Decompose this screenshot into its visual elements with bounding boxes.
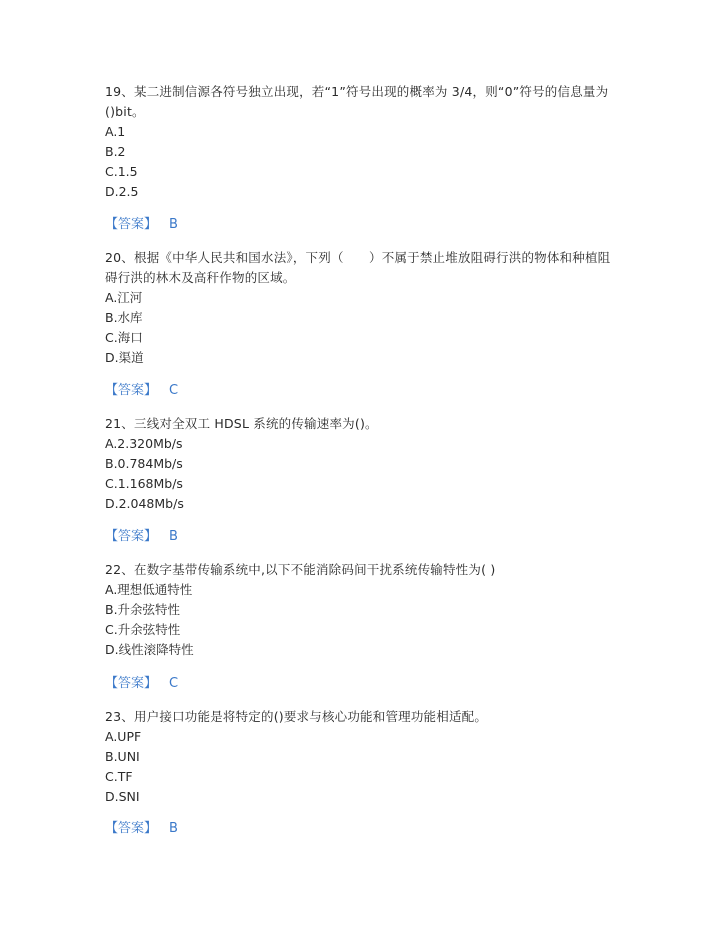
option-b: B.0.784Mb/s [105,456,183,471]
question-text: 20、根据《中华人民共和国水法》，下列（ ）不属于禁止堆放阻碍行洪的物体和种植阻碍行洪的林木及高秆作物的区域。 [105,250,611,285]
option-a: A.江河 [105,290,143,305]
option-b: B.UNI [105,749,140,764]
option-b: B.升余弦特性 [105,602,181,617]
answer-value: B [169,821,178,836]
question-text: 23、用户接口功能是将特定的()要求与核心功能和管理功能相适配。 [105,709,488,724]
answer-label: 【答案】 [105,676,158,691]
question-19 [105,82,620,202]
option-d: D.2.048Mb/s [105,496,184,511]
answer-23 [105,819,178,839]
option-c: C.TF [105,769,133,784]
option-c: C.升余弦特性 [105,622,181,637]
answer-label: 【答案】 [105,383,158,398]
option-c: C.1.5 [105,164,138,179]
option-b: B.水库 [105,310,143,325]
option-d: D.渠道 [105,350,144,365]
option-c: C.1.168Mb/s [105,476,183,491]
option-a: A.UPF [105,729,142,744]
option-d: D.线性滚降特性 [105,642,194,657]
answer-value: C [169,676,179,691]
option-c: C.海口 [105,330,143,345]
answer-value: B [169,217,178,232]
question-21 [105,414,620,514]
answer-22 [105,674,178,694]
question-23 [105,707,620,807]
question-22 [105,560,620,660]
answer-value: C [169,383,179,398]
option-a: A.1 [105,124,126,139]
option-a: A.理想低通特性 [105,582,193,597]
option-d: D.SNI [105,789,140,804]
answer-21 [105,527,178,547]
question-text: 22、在数字基带传输系统中,以下不能消除码间干扰系统传输特性为( ) [105,562,496,577]
option-a: A.2.320Mb/s [105,436,183,451]
answer-label: 【答案】 [105,217,158,232]
answer-label: 【答案】 [105,821,158,836]
question-text: 21、三线对全双工 HDSL 系统的传输速率为()。 [105,416,378,431]
question-text: 19、某二进制信源各符号独立出现，若“1”符号出现的概率为 3/4，则“0”符号的信息量为()bit。 [105,84,609,119]
question-20 [105,248,620,368]
option-d: D.2.5 [105,184,139,199]
answer-19 [105,215,178,235]
answer-value: B [169,529,178,544]
option-b: B.2 [105,144,126,159]
answer-20 [105,381,178,401]
answer-label: 【答案】 [105,529,158,544]
